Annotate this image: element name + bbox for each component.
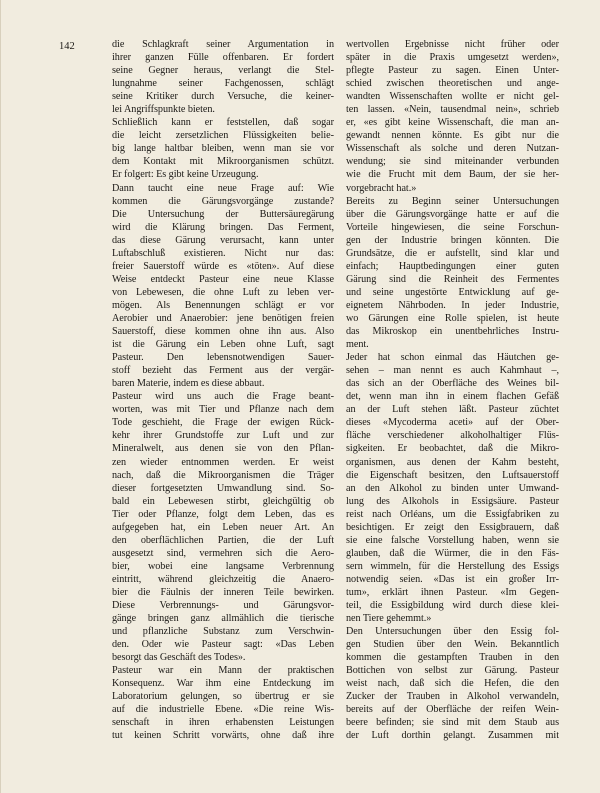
text-line: Sauerstoff, diese kommen ohne ihn aus. Also	[112, 326, 334, 338]
text-line: Aerobier und Anaerobier: jene benötigen freien	[112, 312, 334, 324]
text-line: wie die Frucht mit dem Baum, der sie her-	[346, 169, 559, 181]
text-line: seine Gegner heraus, verlangt die Stel-	[112, 65, 334, 77]
text-line: Vorteile hingewiesen, die seine Forschun-	[346, 221, 559, 233]
text-line: Mineralwelt, aus denen sie von den Pflan-	[112, 443, 334, 455]
text-line: gewandt nennen könnte. Es gibt nur die	[346, 130, 559, 142]
text-line: tut keinen Schritt vorwärts, ohne daß ihre	[112, 730, 334, 742]
text-line: sie eine falsche Vorstellung haben, wenn sie	[346, 534, 559, 546]
text-line: nen Tiere gehemmt.»	[346, 613, 432, 625]
text-line: wertvollen Ergebnisse nicht früher oder	[346, 39, 559, 50]
text-line: gen Studien über den Wein. Bekanntlich	[346, 639, 559, 651]
text-line: Bereits zu Beginn seiner Untersuchungen	[346, 195, 559, 207]
text-line: die Eigenschaft besitzen, den Luftsauerstoff	[346, 469, 559, 481]
text-line: nach, daß die Mikroorganismen die Träger	[112, 469, 334, 481]
text-line: wendung; sie sind miteinander verbunden	[346, 156, 559, 168]
text-line: einfach; Hauptbedingungen einer guten	[346, 260, 559, 272]
text-line: Tode geschieht, die Frage der ewigen Rück-	[112, 417, 334, 429]
text-line: sehen – man nennt es auch Kahmhaut –,	[346, 365, 559, 377]
text-line: Grundsätze, die er aufstellt, sind klar und	[346, 247, 559, 259]
text-line: den. Oder wie Pasteur sagt: «Das Leben	[112, 639, 334, 651]
text-line: weist nach, daß sich die Hefen, die den	[346, 678, 559, 690]
text-line: wo Gärungen eine Rolle spielen, ist heute	[346, 312, 559, 324]
right-text-column	[346, 38, 559, 743]
text-line: dem Kontakt mit Mikroorganismen schützt.	[112, 156, 334, 168]
text-line: big lange haltbar bleiben, wenn man sie vor	[112, 143, 334, 155]
text-line: von Lebewesen, die ohne Luft zu leben ver-	[112, 286, 334, 298]
text-line: Wissenschaft als solche und deren Nutzan-	[346, 143, 559, 155]
text-line: Tier oder Pflanze, folgt dem Leben, das es	[112, 508, 334, 520]
text-line: reist nach Orléans, um die Essigfabriken zu	[346, 508, 559, 520]
text-line: Konsequenz. War ihm eine Entdeckung im	[112, 678, 334, 690]
text-line: das Mikroskop ein unentbehrliches Instru-	[346, 326, 559, 338]
text-line: Die Untersuchung der Buttersäuregärung	[112, 208, 334, 220]
text-line: ausgesetzt sind, vermehren sich die Aero-	[112, 547, 334, 559]
text-line: und pflanzliche Substanz zum Verschwin-	[112, 626, 334, 638]
text-line: das diese Gärung verursacht, kann unter	[112, 234, 334, 246]
text-line: Jeder hat schon einmal das Häutchen ge-	[346, 352, 559, 364]
text-line: lung des Alkohols in Essigsäure. Pasteur	[346, 495, 559, 507]
text-line: Weise entdeckt Pasteur eine neue Klasse	[112, 273, 334, 285]
text-line: an der Luft stehen läßt. Pasteur züchtet	[346, 404, 559, 416]
text-line: Laboratorium gelungen, so übertrug er sie	[112, 691, 334, 703]
text-line: gänge bringen ganz allmählich die tierische	[112, 613, 334, 625]
text-line: Gärung sind die Reinheit des Fermentes	[346, 273, 559, 285]
text-line: Pasteur. Den lebensnotwendigen Sauer-	[112, 352, 334, 364]
text-line: ist die Gärung ein Leben ohne Luft, sagt	[112, 339, 334, 351]
text-line: das sich an der Oberfläche des Weines bil-	[346, 378, 559, 390]
text-line: eintritt, während gleichzeitig die Anaero-	[112, 573, 334, 585]
text-line: kommen die gestampften Trauben in den	[346, 652, 559, 664]
text-line: er, «es gibt keine Wissenschaft, die man an-	[346, 117, 559, 129]
text-line: freier Sauerstoff würde es «töten». Auf diese	[112, 260, 334, 272]
text-line: Er folgert: Es gibt keine Urzeugung.	[112, 169, 259, 181]
page-number: 142	[59, 41, 75, 52]
text-line: stoff bezieht das Ferment aus der vergär-	[112, 365, 334, 377]
text-line: besorgt das Geschäft des Todes».	[112, 652, 246, 664]
text-line: wandten Wissenschaften wollte er nicht gel-	[346, 91, 559, 103]
text-line: schied zwischen theoretischen und ange-	[346, 78, 559, 90]
text-line: Pasteur wird uns auch die Frage beant-	[112, 391, 334, 403]
text-line: zen wieder entnommen werden. Er weist	[112, 456, 334, 468]
text-line: Schließlich kann er feststellen, daß sogar	[112, 117, 334, 129]
text-line: tum», erklärt ihnen Pasteur. «Im Gegen-	[346, 586, 559, 598]
text-line: aufgegeben hat, ein Leben neuer Art. An	[112, 521, 334, 533]
text-line: notwendig seien. «Das ist ein großer Irr-	[346, 573, 559, 585]
text-line: Zucker der Trauben in Alkohol verwandeln,	[346, 691, 559, 703]
text-line: beere befinden; sie sind mit dem Staub aus	[346, 717, 559, 729]
text-line: ten lassen. «Nein, tausendmal nein», schrieb	[346, 104, 559, 116]
text-line: gen der Industrie bringen könnten. Die	[346, 234, 559, 246]
text-line: ment.	[346, 339, 369, 351]
text-line: ihrer ganzen Fülle offenbaren. Er fordert	[112, 52, 334, 64]
text-line: sern wimmeln, für die Herstellung des Essigs	[346, 560, 559, 572]
text-line: kehr ihrer Grundstoffe zur Luft und zur	[112, 430, 334, 442]
text-line: Luftabschluß existieren. Nicht nur das:	[112, 247, 334, 259]
text-line: an den Alkohol zu binden unter Umwand-	[346, 482, 559, 494]
text-line: kommen die Gärungsvorgänge zustande?	[112, 195, 334, 207]
text-line: Dann taucht eine neue Frage auf: Wie	[112, 182, 334, 194]
text-line: worten, was mit Tier und Pflanze nach dem	[112, 404, 334, 416]
text-line: mögen. Als Benennungen schlägt er vor	[112, 299, 334, 311]
text-line: lei Angriffspunkte bieten.	[112, 104, 215, 116]
text-line: Bottichen von selbst zur Gärung. Pasteur	[346, 665, 559, 677]
text-line: die Schlagkraft seiner Argumentation in	[112, 39, 334, 50]
text-line: glauben, daß die Würmer, die in den Fäs-	[346, 547, 559, 559]
text-line: det, wenn man ihn in einem flachen Gefäß	[346, 391, 559, 403]
text-line: später in die Praxis umgesetzt werden»,	[346, 52, 559, 64]
text-line: pflegte Pasteur zu sagen. Einen Unter-	[346, 65, 559, 77]
text-line: dieser fortgesetzten Umwandlung sind. So-	[112, 482, 334, 494]
text-line: der Luft dorthin gelangt. Zusammen mit	[346, 730, 559, 742]
text-line: Den Untersuchungen über den Essig fol-	[346, 626, 559, 638]
text-line: fläche verschiedener alkoholhaltiger Flüs-	[346, 430, 559, 442]
text-line: und seine ungestörte Entwicklung auf ge-	[346, 286, 559, 298]
text-line: senschaft in ihren erhabensten Leistungen	[112, 717, 334, 729]
text-line: über die Gärungsvorgänge hatte er auf die	[346, 208, 559, 220]
text-line: besichtigen. Er zeigt den Essigbrauern, daß	[346, 521, 559, 533]
text-line: teil, die Essigbildung wird durch diese klei-	[346, 600, 559, 612]
text-line: seine Kritiker durch Versuche, die keiner-	[112, 91, 334, 103]
text-line: bier, wobei eine langsame Verbrennung	[112, 560, 334, 572]
text-line: bereits auf der Oberfläche der reifen Wein-	[346, 704, 559, 716]
text-line: sigkeiten. Er beobachtet, daß die Mikro-	[346, 443, 559, 455]
text-line: auf die industrielle Ebene. «Die reine Wis-	[112, 704, 334, 716]
text-line: eignetem Nährboden. In jeder Industrie,	[346, 299, 559, 311]
text-line: bald ein Lebewesen stirbt, gleichgültig ob	[112, 495, 334, 507]
text-line: wird die Klärung bringen. Das Ferment,	[112, 221, 334, 233]
left-text-column	[112, 38, 334, 743]
text-line: vorgebracht hat.»	[346, 182, 417, 194]
text-line: Pasteur war ein Mann der praktischen	[112, 665, 334, 677]
text-line: organismen, aus denen der Kahm besteht,	[346, 456, 559, 468]
text-line: dieses «Mycoderma aceti» auf der Ober-	[346, 417, 559, 429]
text-line: lungnahme seiner Fachgenossen, schlägt	[112, 78, 334, 90]
text-line: baren Materie, indem es diese abbaut.	[112, 378, 265, 390]
text-line: den oberflächlichen Partien, die der Luft	[112, 534, 334, 546]
text-line: bier die Fäulnis der inneren Teile bewirken.	[112, 586, 334, 598]
text-line: die leicht zersetzlichen Flüssigkeiten belie-	[112, 130, 334, 142]
text-line: Diese Verbrennungs- und Gärungsvor-	[112, 600, 334, 612]
